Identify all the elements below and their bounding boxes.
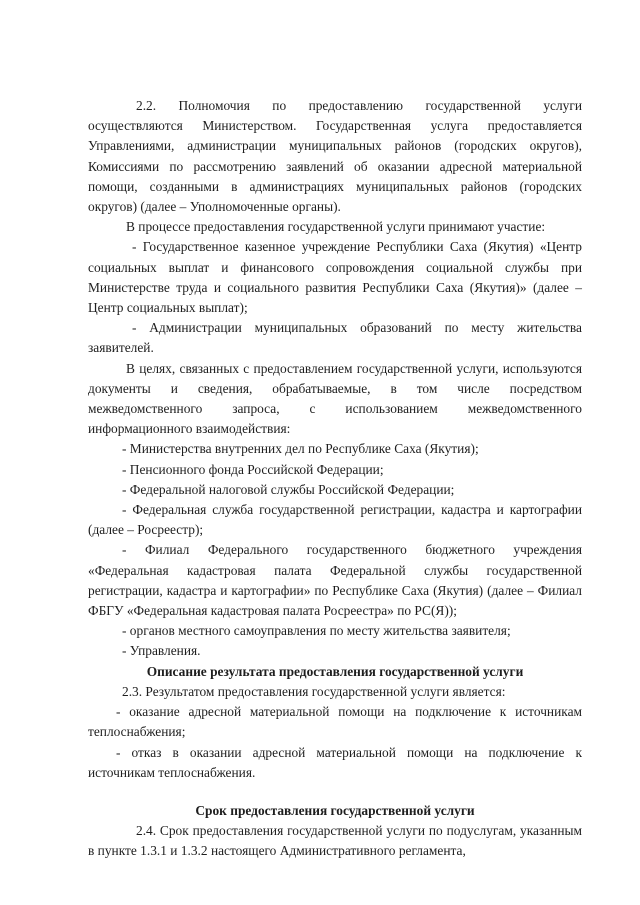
paragraph-2-4: 2.4. Срок предоставления государственной услуги по подуслугам, указанным в пункте 1.3.1 и 1.3.2 настоящего Административного регламента,: [88, 823, 582, 859]
list-item-grant: - оказание адресной материальной помощи на подключение к источникам теплоснабжения;: [88, 704, 582, 740]
list-item-center: - Государственное казенное учреждение Республики Саха (Якутия) «Центр социальных выплат и финансового сопровождения социальной службы при Министерстве труда и социального развития Республики Саха (Якутия)» (далее – Центр социальных выплат);: [88, 239, 582, 316]
paragraph-participants: В процессе предоставления государственной услуги принимают участие:: [126, 219, 546, 235]
paragraph-goals: В целях, связанных с предоставлением государственной услуги, используются документы и сведения, обрабатываемые, в том числе посредством межведомственного запроса, с использованием межведомственного информационного взаимодействия:: [88, 360, 582, 437]
document-body: [88, 96, 582, 862]
list-item-refuse: - отказ в оказании адресной материальной помощи на подключение к источникам теплоснабжения.: [88, 744, 582, 780]
list-item-mvd: - Министерства внутренних дел по Республике Саха (Якутия);: [122, 441, 479, 457]
list-item-pfr: - Пенсионного фонда Российской Федерации;: [122, 461, 384, 477]
list-item-local: - органов местного самоуправления по месту жительства заявителя;: [122, 623, 511, 639]
section-heading-result: Описание результата предоставления государственной услуги: [146, 663, 524, 679]
paragraph-2-2: 2.2. Полномочия по предоставлению государственной услуги осуществляются Министерством. Государственная услуга предоставляется Управлениями, администрации муниципальных районов (городских округов), Комиссиями по рассмотрению заявлений об оказании адресной материальной помощи, созданными в администрациях муниципальных районов (городских округов) (далее – Уполномоченные органы).: [88, 98, 582, 215]
paragraph-2-3: 2.3. Результатом предоставления государственной услуги является:: [122, 683, 506, 699]
list-item-rosreestr: - Федеральная служба государственной регистрации, кадастра и картографии (далее – Росреестр);: [88, 502, 582, 538]
list-item-upr: - Управления.: [122, 643, 201, 659]
list-item-admins: - Администрации муниципальных образований по месту жительства заявителей.: [88, 320, 582, 356]
list-item-fns: - Федеральной налоговой службы Российской Федерации;: [122, 481, 455, 497]
section-heading-term: Срок предоставления государственной услуги: [195, 802, 475, 818]
list-item-filial: - Филиал Федерального государственного бюджетного учреждения «Федеральная кадастровая палата Федеральной службы государственной регистрации, кадастра и картографии» по Республике Саха (Якутия) (далее – Филиал ФБГУ «Федеральная кадастровая палата Росреестра» по РС(Я));: [88, 542, 582, 619]
